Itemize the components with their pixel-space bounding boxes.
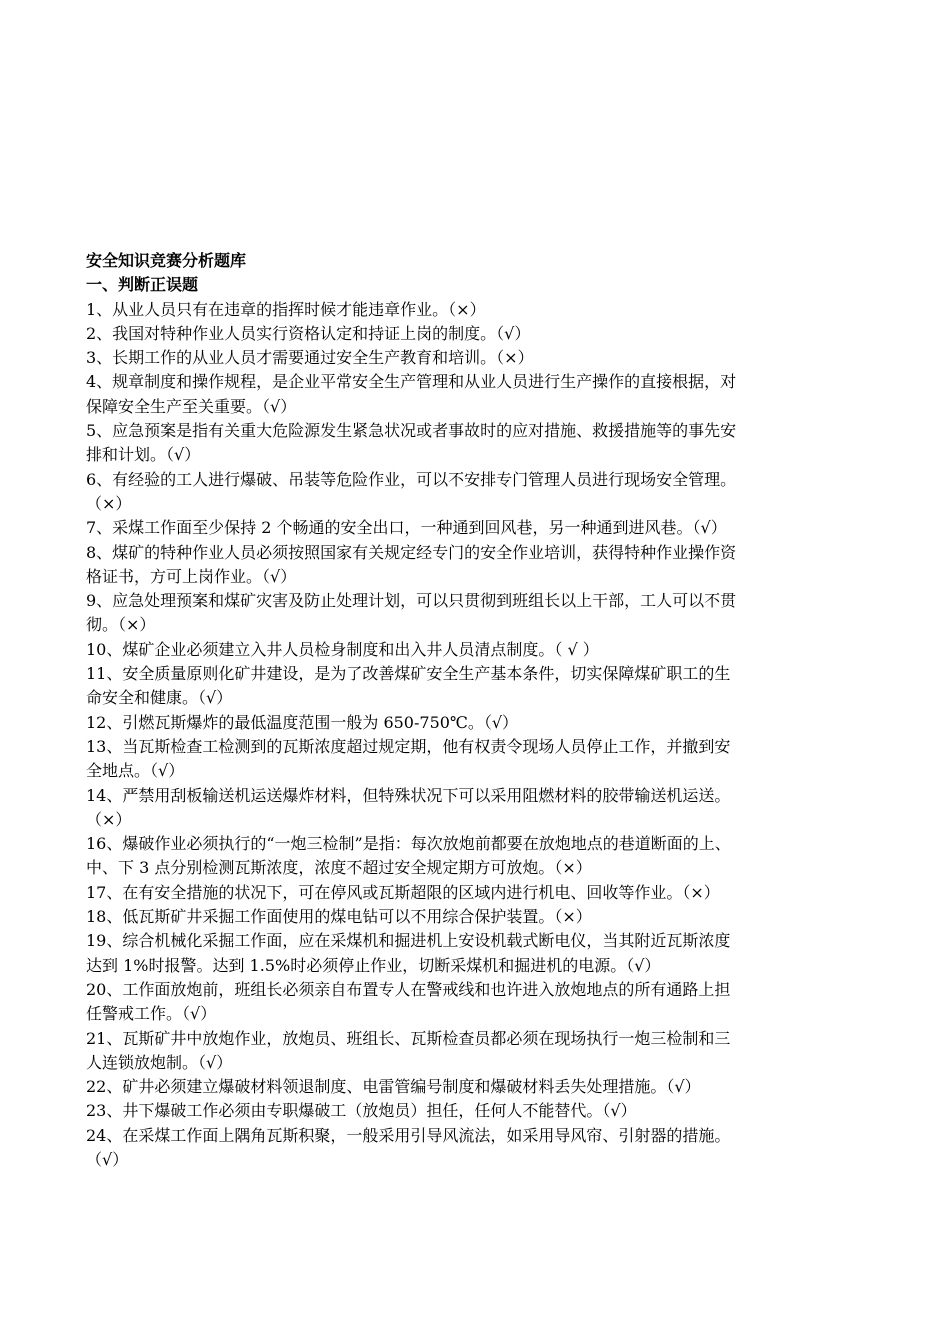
text-line: 中、下 3 点分别检测瓦斯浓度，浓度不超过安全规定期方可放炮。（×） [86,858,592,878]
text-line: 达到 1%时报警。达到 1.5%时必须停止作业，切断采煤机和掘进机的电源。（√） [86,955,661,975]
text-line: （×） [86,809,132,829]
text-line: 5、应急预案是指有关重大危险源发生紧急状况或者事故时的应对措施、救援措施等的事先安 [86,421,737,441]
text-line: 12、引燃瓦斯爆炸的最低温度范围一般为 650-750℃。（√） [86,712,519,732]
text-line: 命安全和健康。（√） [86,688,233,708]
text-line: 24、在采煤工作面上隅角瓦斯积聚，一般采用引导风流法，如采用导风帘、引射器的措施。 [86,1125,731,1145]
section-heading: 一、判断正误题 [86,275,199,295]
text-line: 23、井下爆破工作必须由专职爆破工（放炮员）担任，任何人不能替代。（√） [86,1101,637,1121]
text-line: 7、采煤工作面至少保持 2 个畅通的安全出口，一种通到回风巷，另一种通到进风巷。（√） [86,518,727,538]
text-line: 11、安全质量原则化矿井建设，是为了改善煤矿安全生产基本条件，切实保障煤矿职工的生 [86,664,731,684]
text-line: 16、爆破作业必须执行的“一炮三检制”是指：每次放炮前都要在放炮地点的巷道断面的上、 [86,834,731,854]
text-line: 14、严禁用刮板输送机运送爆炸材料，但特殊状况下可以采用阻燃材料的胶带输送机运送。 [86,785,731,805]
text-line: 格证书，方可上岗作业。（√） [86,566,297,586]
text-line: 人连锁放炮制。（√） [86,1052,233,1072]
text-line: 3、长期工作的从业人员才需要通过安全生产教育和培训。（×） [86,348,534,368]
text-line: 10、煤矿企业必须建立入井人员检身制度和出入井人员清点制度。（ √ ） [86,639,599,659]
text-line: 9、应急处理预案和煤矿灾害及防止处理计划，可以只贯彻到班组长以上干部，工人可以不贯 [86,591,737,611]
document-title: 安全知识竞赛分析题库 [86,251,247,270]
text-line: 13、当瓦斯检查工检测到的瓦斯浓度超过规定期，他有权责令现场人员停止工作，并撤到安 [86,736,731,756]
text-line: 排和计划。（√） [86,445,201,465]
text-line: 22、矿井必须建立爆破材料领退制度、电雷管编号制度和爆破材料丢失处理措施。（√） [86,1077,701,1097]
text-line: （√） [86,1149,129,1169]
text-line: 6、有经验的工人进行爆破、吊装等危险作业，可以不安排专门管理人员进行现场安全管理。 [86,469,737,489]
document-body [86,249,866,1172]
text-line: （×） [86,493,132,513]
text-line: 2、我国对特种作业人员实行资格认定和持证上岗的制度。（√） [86,323,531,343]
text-line: 18、低瓦斯矿井采掘工作面使用的煤电钻可以不用综合保护装置。（×） [86,907,592,927]
text-line: 保障安全生产至关重要。（√） [86,396,297,416]
text-line: 全地点。（√） [86,761,185,781]
text-line: 17、在有安全措施的状况下，可在停风或瓦斯超限的区域内进行机电、回收等作业。（×） [86,882,720,902]
text-line: 8、煤矿的特种作业人员必须按照国家有关规定经专门的安全作业培训，获得特种作业操作资 [86,542,737,562]
text-line: 任警戒工作。（√） [86,1004,217,1024]
text-line: 彻。（×） [86,615,156,635]
text-line: 1、从业人员只有在违章的指挥时候才能违章作业。（×） [86,299,486,319]
text-line: 21、瓦斯矿井中放炮作业，放炮员、班组长、瓦斯检查员都必须在现场执行一炮三检制和三 [86,1028,731,1048]
text-line: 4、规章制度和操作规程，是企业平常安全生产管理和从业人员进行生产操作的直接根据，对 [86,372,737,392]
text-line: 20、工作面放炮前，班组长必须亲自布置专人在警戒线和也许进入放炮地点的所有通路上担 [86,979,731,999]
text-line: 19、综合机械化采掘工作面，应在采煤机和掘进机上安设机载式断电仪，当其附近瓦斯浓度 [86,931,731,951]
